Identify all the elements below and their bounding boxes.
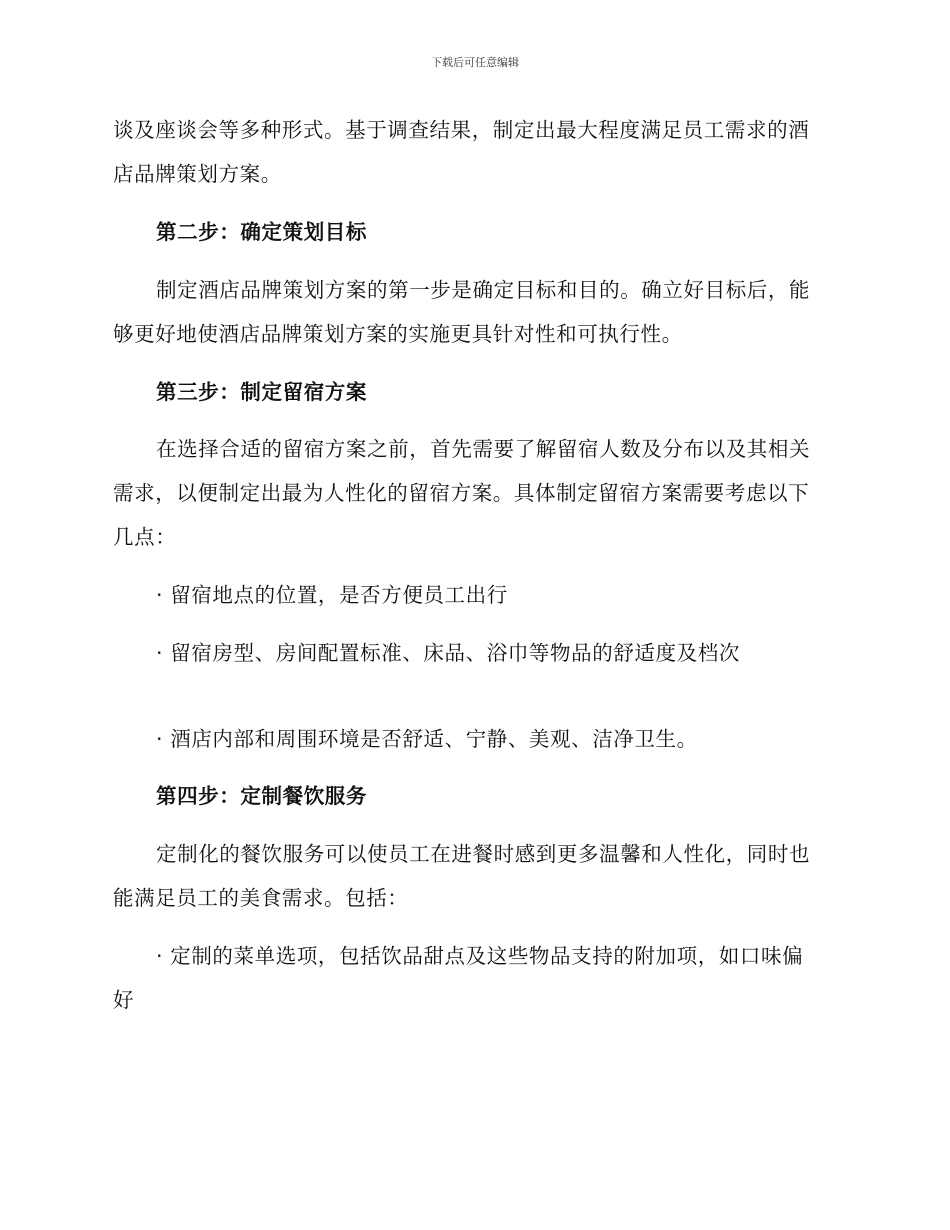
paragraph-line: 定制化的餐饮服务可以使员工在进餐时感到更多温馨和人性化，同时也 bbox=[156, 842, 811, 866]
page-header: 下载后可任意编辑 bbox=[431, 56, 519, 69]
section-heading-step4: 第四步：定制餐饮服务 bbox=[156, 784, 367, 808]
paragraph-line: 需求，以便制定出最为人性化的留宿方案。具体制定留宿方案需要考虑以下 bbox=[113, 481, 810, 505]
bullet-item: · 定制的菜单选项，包括饮品甜点及这些物品支持的附加项，如口味偏 bbox=[156, 944, 804, 968]
section-heading-step2: 第二步：确定策划目标 bbox=[156, 220, 367, 244]
section-heading-step3: 第三步：制定留宿方案 bbox=[156, 380, 367, 404]
paragraph-line: 能满足员工的美食需求。包括： bbox=[113, 886, 409, 910]
bullet-item: · 酒店内部和周围环境是否舒适、宁静、美观、洁净卫生。 bbox=[156, 727, 698, 751]
paragraph-line: 在选择合适的留宿方案之前，首先需要了解留宿人数及分布以及其相关 bbox=[156, 437, 811, 461]
paragraph-line: 谈及座谈会等多种形式。基于调查结果，制定出最大程度满足员工需求的酒 bbox=[113, 118, 810, 142]
paragraph-line: 制定酒店品牌策划方案的第一步是确定目标和目的。确立好目标后，能 bbox=[156, 278, 811, 302]
bullet-item-continuation: 好 bbox=[113, 988, 135, 1012]
bullet-item: · 留宿房型、房间配置标准、床品、浴巾等物品的舒适度及档次 bbox=[156, 641, 740, 665]
paragraph-line: 几点： bbox=[113, 525, 177, 549]
paragraph-line: 够更好地使酒店品牌策划方案的实施更具针对性和可执行性。 bbox=[113, 322, 683, 346]
bullet-item: · 留宿地点的位置，是否方便员工出行 bbox=[156, 583, 508, 607]
paragraph-line: 店品牌策划方案。 bbox=[113, 162, 282, 186]
